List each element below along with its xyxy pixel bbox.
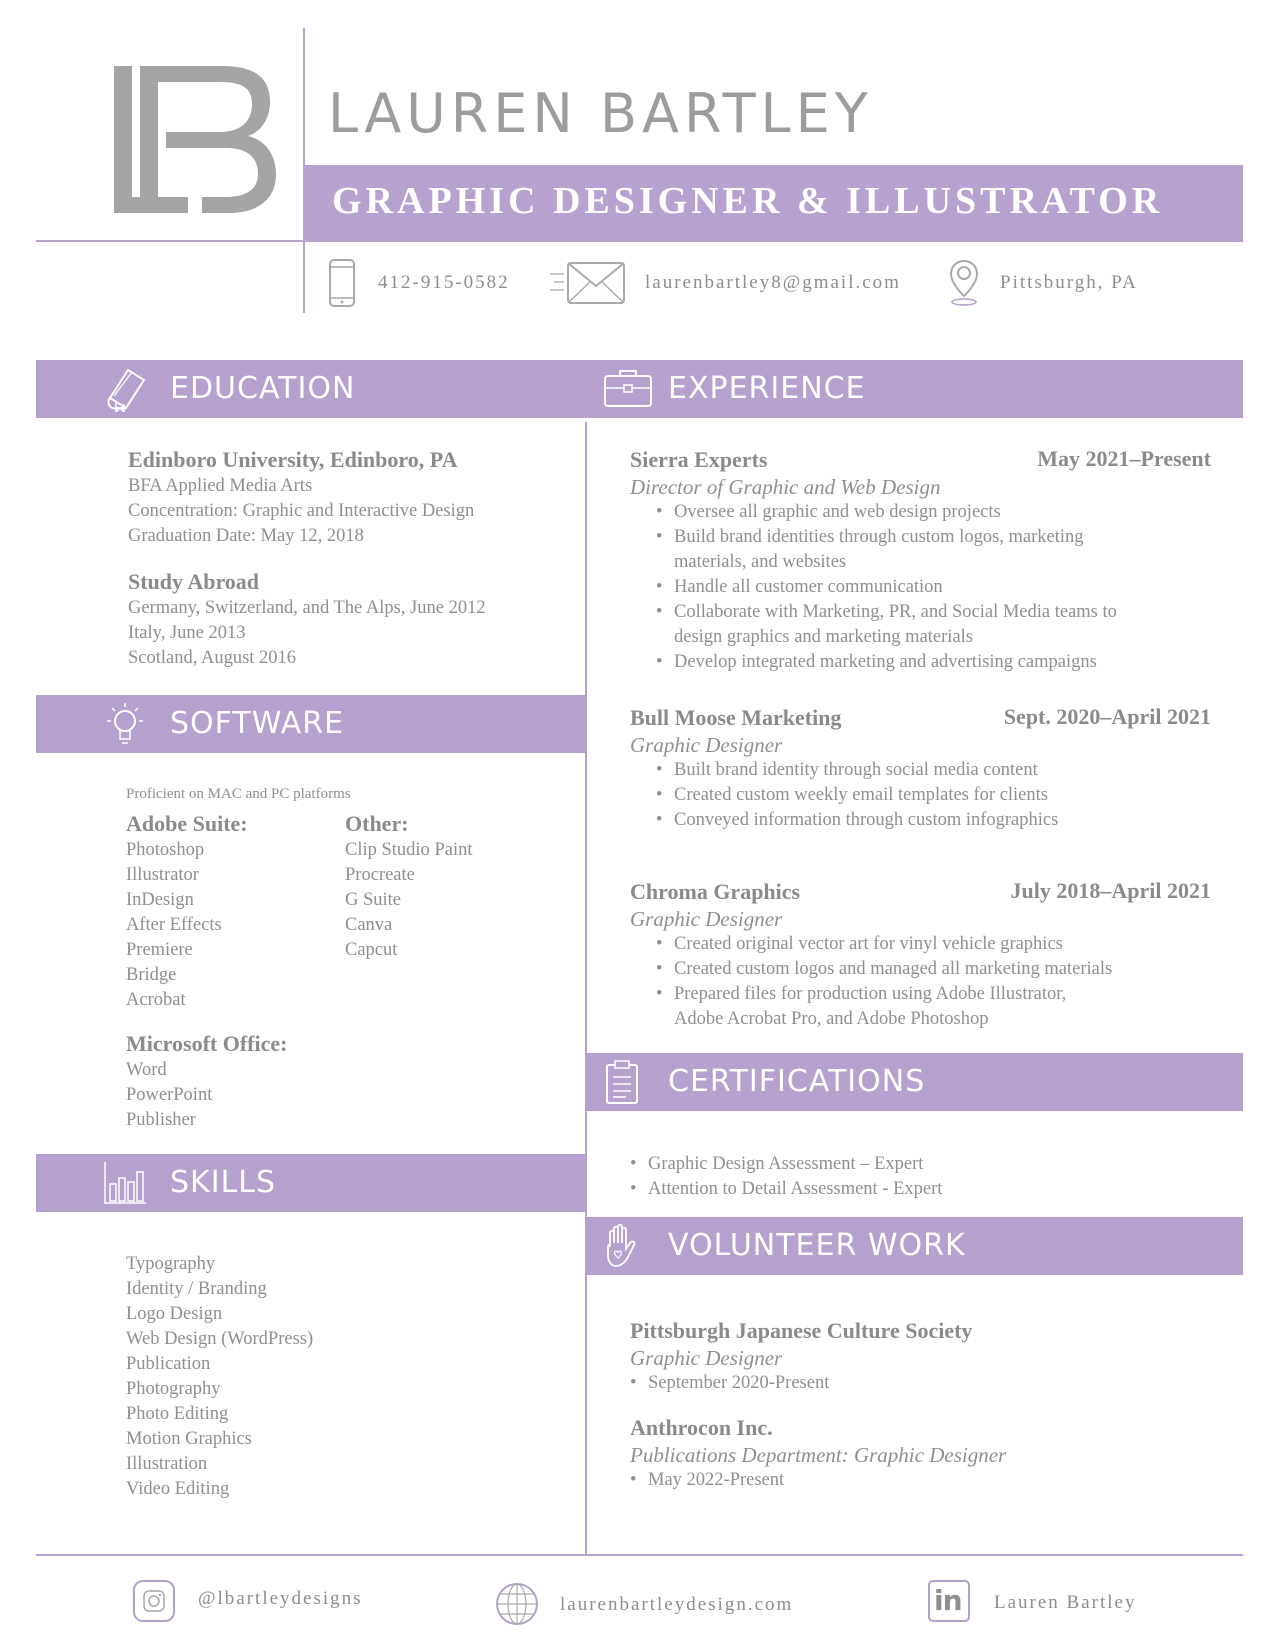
volunteer-org (630, 1414, 1006, 1493)
linkedin-name[interactable]: Lauren Bartley (994, 1592, 1137, 1613)
graduation-date: Graduation Date: May 12, 2018 (128, 526, 364, 546)
clipboard-icon (604, 1059, 640, 1105)
skill-item: Video Editing (126, 1479, 230, 1499)
job-dates: July 2018–April 2021 (1010, 878, 1211, 903)
software-item: Publisher (126, 1110, 196, 1130)
bar-chart-icon (102, 1160, 148, 1206)
software-item: InDesign (126, 890, 194, 910)
study-abroad-heading: Study Abroad (128, 569, 260, 594)
skill-item: Photo Editing (126, 1404, 229, 1424)
skill-item: Identity / Branding (126, 1279, 267, 1299)
volunteer-heading: VOLUNTEER WORK (668, 1228, 966, 1263)
software-item: Clip Studio Paint (345, 840, 473, 860)
education-heading: EDUCATION (170, 371, 356, 406)
concentration: Concentration: Graphic and Interactive Design (128, 501, 475, 521)
lightbulb-icon (102, 701, 148, 747)
skill-item: Logo Design (126, 1304, 223, 1324)
job-bullet: • Conveyed information through custom infographics (674, 808, 1243, 833)
certifications-heading: CERTIFICATIONS (668, 1064, 926, 1099)
experience-job (630, 878, 1243, 1038)
job-bullet: • Develop integrated marketing and advertising campaigns (674, 650, 1243, 675)
software-heading: SOFTWARE (170, 706, 345, 741)
other-heading: Other: (345, 811, 409, 836)
instagram-handle[interactable]: @lbartleydesigns (198, 1588, 363, 1609)
job-bullet: • Oversee all graphic and web design projects (674, 500, 1243, 525)
software-item: Illustrator (126, 865, 199, 885)
job-bullet: • Collaborate with Marketing, PR, and Social Media teams to design graphics and marketing materials (674, 600, 1154, 650)
job-bullet: • Build brand identities through custom logos, marketing materials, and websites (674, 525, 1124, 575)
skill-item: Publication (126, 1354, 211, 1374)
adobe-suite-list (126, 810, 287, 1133)
software-item: Capcut (345, 940, 398, 960)
location-pin-icon (948, 258, 980, 308)
job-bullet: • Created custom logos and managed all marketing materials (674, 957, 1243, 982)
education-section (128, 446, 486, 671)
certification-item: • Attention to Detail Assessment - Expert (648, 1177, 942, 1202)
software-item: PowerPoint (126, 1085, 213, 1105)
experience-heading: EXPERIENCE (668, 371, 866, 406)
hand-heart-icon (602, 1223, 642, 1269)
instagram-icon[interactable] (132, 1579, 176, 1623)
website-url[interactable]: laurenbartleydesign.com (560, 1594, 794, 1615)
volunteer-role: Publications Department: Graphic Designer (630, 1443, 1007, 1467)
footer-rule (36, 1554, 1243, 1556)
experience-job (630, 704, 1243, 844)
company-name: Sierra Experts (630, 447, 768, 472)
skills-list (126, 1252, 313, 1502)
job-bullet: • Prepared files for production using Adobe Illustrator, Adobe Acrobat Pro, and Adobe Photoshop (674, 982, 1114, 1032)
software-item: Acrobat (126, 990, 186, 1010)
email-icon (548, 260, 628, 306)
platform-note: Proficient on MAC and PC platforms (126, 786, 351, 802)
volunteer-dates: • September 2020-Present (648, 1371, 972, 1396)
header-horizontal-rule (36, 240, 304, 242)
job-bullets (630, 932, 1243, 1032)
school-name: Edinboro University, Edinboro, PA (128, 447, 458, 472)
abroad-line: Italy, June 2013 (128, 623, 246, 643)
software-header (36, 695, 586, 753)
skills-header (36, 1154, 586, 1212)
volunteer-role: Graphic Designer (630, 1346, 783, 1370)
skill-item: Photography (126, 1379, 221, 1399)
adobe-suite-heading: Adobe Suite: (126, 811, 248, 836)
job-dates: May 2021–Present (1037, 446, 1211, 471)
job-role: Director of Graphic and Web Design (630, 475, 941, 499)
skill-item: Motion Graphics (126, 1429, 252, 1449)
certification-item: • Graphic Design Assessment – Expert (648, 1152, 942, 1177)
location: Pittsburgh, PA (1000, 272, 1138, 293)
linkedin-badge-text: in (934, 1584, 962, 1617)
skills-heading: SKILLS (170, 1165, 277, 1200)
monogram-b (140, 66, 276, 213)
software-item: Photoshop (126, 840, 205, 860)
software-item: Procreate (345, 865, 415, 885)
other-software-list (345, 810, 472, 963)
job-title: GRAPHIC DESIGNER & ILLUSTRATOR (332, 180, 1164, 222)
briefcase-icon (602, 366, 654, 410)
degree: BFA Applied Media Arts (128, 476, 313, 496)
company-name: Bull Moose Marketing (630, 705, 842, 730)
software-item: Premiere (126, 940, 193, 960)
volunteer-dates: • May 2022-Present (648, 1468, 1006, 1493)
microsoft-office-heading: Microsoft Office: (126, 1031, 288, 1056)
abroad-line: Scotland, August 2016 (128, 648, 297, 668)
phone-icon (328, 258, 356, 308)
title-banner (304, 165, 1243, 242)
skill-item: Web Design (WordPress) (126, 1329, 314, 1349)
experience-job (630, 446, 1243, 686)
candidate-name: LAUREN BARTLEY (328, 82, 873, 145)
software-item: After Effects (126, 915, 222, 935)
skill-item: Typography (126, 1254, 216, 1274)
job-bullets (630, 758, 1243, 833)
abroad-line: Germany, Switzerland, and The Alps, June 2012 (128, 598, 486, 618)
skill-item: Illustration (126, 1454, 208, 1474)
job-bullets (630, 500, 1243, 675)
experience-header (586, 360, 1243, 418)
book-icon (102, 366, 148, 412)
education-header (36, 360, 586, 418)
certifications-list (604, 1152, 942, 1202)
company-name: Chroma Graphics (630, 879, 801, 904)
software-item: Word (126, 1060, 167, 1080)
job-role: Graphic Designer (630, 907, 783, 931)
software-item: G Suite (345, 890, 402, 910)
monogram-logo (110, 62, 280, 217)
job-bullet: • Created custom weekly email templates for clients (674, 783, 1243, 808)
job-bullet: • Created original vector art for vinyl vehicle graphics (674, 932, 1243, 957)
job-bullet: • Handle all customer communication (674, 575, 1243, 600)
column-divider (585, 422, 587, 1556)
job-bullet: • Built brand identity through social media content (674, 758, 1243, 783)
volunteer-org-name: Pittsburgh Japanese Culture Society (630, 1318, 973, 1343)
job-dates: Sept. 2020–April 2021 (1003, 704, 1211, 729)
job-role: Graphic Designer (630, 733, 783, 757)
volunteer-org-name: Anthrocon Inc. (630, 1415, 773, 1440)
certifications-header (586, 1053, 1243, 1111)
globe-icon[interactable] (494, 1581, 540, 1627)
phone-number[interactable]: 412-915-0582 (378, 272, 510, 293)
volunteer-header (586, 1217, 1243, 1275)
volunteer-org (630, 1317, 972, 1396)
email-address[interactable]: laurenbartley8@gmail.com (645, 272, 901, 293)
linkedin-icon[interactable] (928, 1580, 970, 1622)
software-item: Bridge (126, 965, 177, 985)
software-item: Canva (345, 915, 393, 935)
